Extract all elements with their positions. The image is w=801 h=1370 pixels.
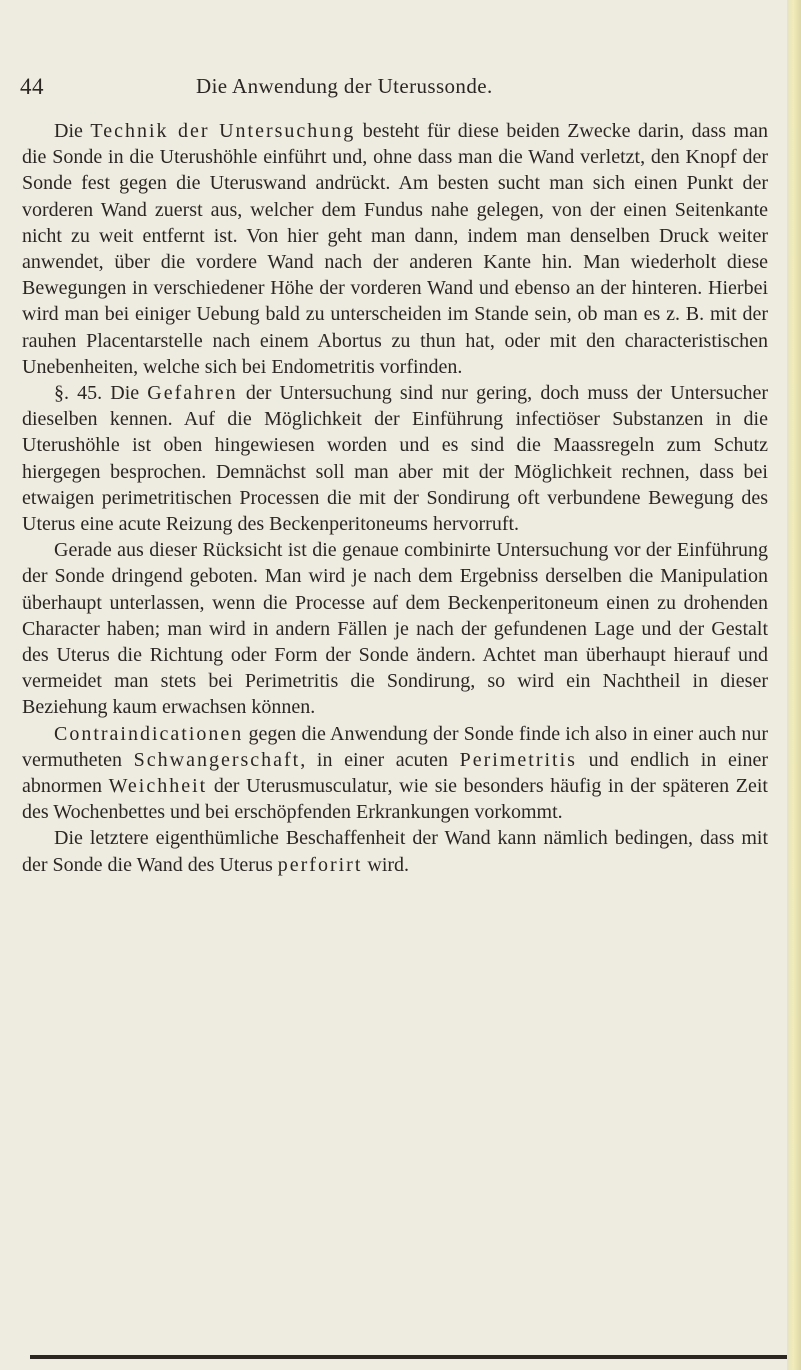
spaced-term: perforirt [277, 853, 363, 876]
spaced-term: Contraindicationen [54, 722, 244, 745]
paragraph [22, 537, 768, 720]
text-segment: §. 45. Die [54, 382, 148, 405]
text-segment: Gerade aus dieser Rücksicht ist die genaue combinirte Untersuchung vor der Einführung der Sonde dringend geboten. Man wird je nach dem Ergebniss derselben die Manipulation überhaupt unterlassen, wenn die Processe auf dem Beckenperitoneum einen zu drohenden Character haben; man wird in andern Fällen je nach der gefundenen Lage und der Gestalt des Uterus die Richtung oder Form der Sonde ändern. Achtet man überhaupt hierauf und vermeidet man stets bei Perimetritis die Sondirung, so wird ein Nachtheil in dieser Beziehung kaum erwachsen können. [22, 539, 768, 719]
paragraph [22, 118, 768, 380]
text-segment: , in einer acuten [300, 748, 460, 771]
paragraph [22, 721, 768, 826]
text-segment: gegen die Anwendung der Sonde finde ich also in einer auch nur vermutheten [22, 722, 768, 771]
spaced-term: Technik der Untersuchung [90, 120, 356, 142]
spaced-term: Weichheit [108, 775, 208, 798]
text-segment: der Untersuchung sind nur gering, doch muss der Untersucher dieselben kennen. Auf die Möglichkeit der Einführung infectiöser Substanzen in die Uterushöhle ist oben hingewiesen worden und es sind die Maassregeln zum Schutz hiergegen besprochen. Demnächst soll man aber mit der Möglichkeit rechnen, dass bei etwaigen perimetritischen Processen die mit der Sondirung oft verbundene Bewegung des Uterus eine acute Reizung des Beckenperitoneums hervorruft. [22, 382, 768, 536]
spaced-term: Schwangerschaft [133, 748, 301, 771]
text-segment: der Uterusmusculatur, wie sie besonders häufig in der späteren Zeit des Wochenbettes und bei erschöpfenden Erkrankungen vorkommt. [22, 775, 768, 824]
spaced-term: Gefahren [147, 382, 238, 405]
paragraph [22, 825, 768, 877]
text-segment: besteht für diese beiden Zwecke darin, dass man die Sonde in die Uterushöhle einführt und, ohne dass man die Wand verletzt, den Knopf der Sonde fest gegen die Uteruswand andrückt. Am besten sucht man sich einen Punkt der vorderen Wand zuerst aus, welcher dem Fundus nahe gelegen, von der einen Seitenkante nicht zu weit entfernt ist. Von hier geht man dann, indem man denselben Druck weiter anwendet, über die vordere Wand nach der anderen Kante hin. Man wiederholt diese Bewegungen in verschiedener Höhe der vorderen Wand und ebenso an der hinteren. Hierbei wird man bei einiger Uebung bald zu unterscheiden im Stande sein, ob man es z. B. mit der rauhen Placentarstelle nach einem Abortus zu thun hat, oder mit den characteristischen Unebenheiten, welche sich bei Endometritis vorfinden. [22, 120, 768, 378]
bottom-rule [30, 1355, 788, 1359]
text-segment: Die [54, 120, 91, 142]
spaced-term: Perimetritis [459, 748, 577, 771]
paragraph [22, 380, 768, 537]
page-header [20, 74, 780, 104]
text-segment: und endlich in einer abnormen [22, 748, 768, 798]
text-segment: wird. [362, 853, 410, 876]
running-head: Die Anwendung der Uterussonde. [196, 74, 493, 98]
body-text [22, 118, 768, 878]
page-edge [787, 0, 801, 1370]
text-segment: Die letztere eigenthümliche Beschaffenheit der Wand kann nämlich bedingen, dass mit der Sonde die Wand des Uterus [22, 827, 768, 876]
page-number: 44 [20, 74, 44, 99]
